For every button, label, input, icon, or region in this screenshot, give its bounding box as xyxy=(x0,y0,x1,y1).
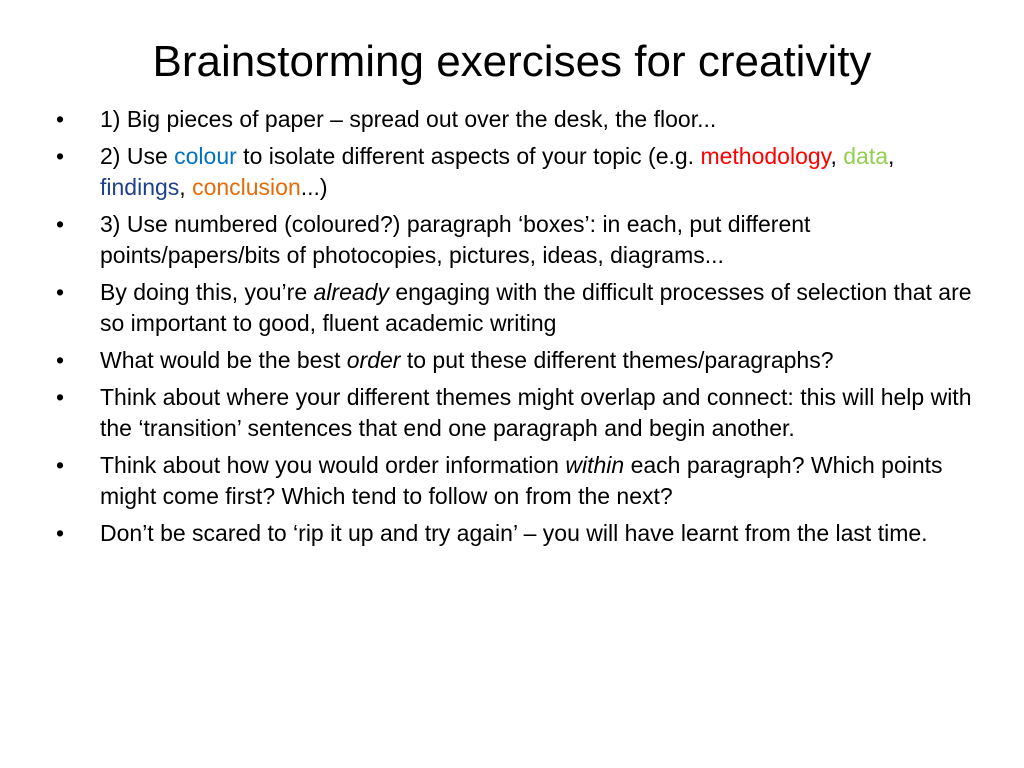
bullet-text-segment: What would be the best xyxy=(100,347,347,373)
bullet-item xyxy=(52,209,980,271)
bullet-text xyxy=(100,347,834,373)
bullet-text xyxy=(100,279,972,336)
bullet-text xyxy=(100,452,943,509)
bullet-text-segment: engaging with the difficult processes of selection that are so important to good, fluent academic writing xyxy=(100,279,972,336)
bullet-item xyxy=(52,104,980,135)
bullet-text xyxy=(100,106,716,132)
bullet-text-segment: , xyxy=(179,174,193,200)
bullet-text xyxy=(100,211,810,268)
bullet-item xyxy=(52,450,980,512)
bullet-text-segment: , xyxy=(888,143,895,169)
bullet-text-segment: Don’t be scared to ‘rip it up and try again’ – you will have learnt from the last time. xyxy=(100,520,928,546)
bullet-item xyxy=(52,141,980,203)
bullet-dot-icon: • xyxy=(56,452,65,478)
bullet-dot-icon: • xyxy=(56,520,65,546)
bullet-text-segment: conclusion xyxy=(192,174,301,200)
bullet-dot-icon: • xyxy=(56,143,65,169)
bullet-dot-icon: • xyxy=(56,211,65,237)
bullet-list xyxy=(52,104,980,555)
bullet-text-segment: , xyxy=(830,143,844,169)
bullet-dot-icon: • xyxy=(56,347,65,373)
bullet-text-segment: order xyxy=(346,347,401,373)
bullet-text xyxy=(100,384,971,441)
bullet-text-segment: methodology xyxy=(700,143,831,169)
bullet-text-segment: to put these different themes/paragraphs? xyxy=(400,347,834,373)
bullet-item xyxy=(52,518,980,549)
bullet-text-segment: Think about where your different themes might overlap and connect: this will help with the ‘transition’ sentences that end one paragraph and begin another. xyxy=(100,384,972,441)
bullet-item xyxy=(52,277,980,339)
bullet-text-segment: within xyxy=(565,452,625,478)
bullet-text-segment: Think about how you would order information xyxy=(100,452,566,478)
bullet-text-segment: each paragraph? Which points might come first? Which tend to follow on from the next? xyxy=(100,452,943,509)
bullet-text-segment: ...) xyxy=(300,174,328,200)
bullet-text-segment: 3) Use numbered (coloured?) paragraph ‘boxes’: in each, put different points/papers/bits of photocopies, pictures, ideas, diagrams... xyxy=(100,211,811,268)
bullet-text-segment: findings xyxy=(100,174,180,200)
bullet-text xyxy=(100,143,894,200)
bullet-text-segment: 1) Big pieces of paper – spread out over the desk, the floor... xyxy=(100,106,717,132)
bullet-item xyxy=(52,382,980,444)
bullet-dot-icon: • xyxy=(56,106,65,132)
slide-title: Brainstorming exercises for creativity xyxy=(152,37,872,86)
bullet-text-segment: to isolate different aspects of your topic (e.g. xyxy=(236,143,701,169)
bullet-item xyxy=(52,345,980,376)
bullet-text-segment: By doing this, you’re xyxy=(100,279,314,305)
bullet-text-segment: colour xyxy=(174,143,237,169)
bullet-dot-icon: • xyxy=(56,384,65,410)
bullet-text-segment: 2) Use xyxy=(100,143,175,169)
bullet-text-segment: data xyxy=(843,143,889,169)
bullet-text xyxy=(100,520,928,546)
bullet-dot-icon: • xyxy=(56,279,65,305)
bullet-text-segment: already xyxy=(313,279,389,305)
